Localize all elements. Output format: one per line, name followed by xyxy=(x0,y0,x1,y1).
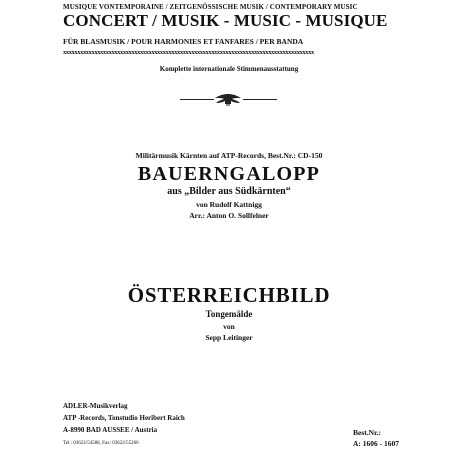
publisher-address: A-8990 BAD AUSSEE / Austria xyxy=(63,426,158,434)
emblem-right-rule xyxy=(243,99,277,100)
piece1-source: aus „Bilder aus Südkärnten“ xyxy=(167,186,291,197)
piece2-title: ÖSTERREICHBILD xyxy=(127,283,331,307)
header-top-line: MUSIQUE VONTEMPORAINE / ZEITGENÖSSISCHE MUSIK / CONTEMPORARY MUSIC xyxy=(63,3,358,11)
order-label: Best.Nr.: xyxy=(353,428,382,437)
header-subtitle: FÜR BLASMUSIK / POUR HARMONIES ET FANFARES / PER BANDA xyxy=(63,37,304,46)
piece2-von: von xyxy=(223,322,235,331)
winged-emblem-icon xyxy=(214,91,242,109)
x-separator-line: xxxxxxxxxxxxxxxxxxxxxxxxxxxxxxxxxxxxxxxxxxxxxxxxxxxxxxxxxxxxxxxxxxxxxxxxxxxxxxxxxxxxxxxx xyxy=(63,49,314,56)
piece1-arranger: Arr.: Anton O. Sollfelner xyxy=(189,211,269,220)
record-info: Militärmusik Kärnten auf ATP-Records, Best.Nr.: CD-150 xyxy=(135,151,323,160)
publisher-line2: ATP -Records, Tonstudio Heribert Raich xyxy=(63,414,185,422)
piece1-composer: von Rudolf Kattnigg xyxy=(196,200,262,209)
stimmen-note: Komplette internationale Stimmenausstattung xyxy=(159,65,299,73)
emblem-left-rule xyxy=(180,99,214,100)
piece2-composer: Sepp Leitinger xyxy=(205,333,253,342)
header-main-title: CONCERT / MUSIK - MUSIC - MUSIQUE xyxy=(63,11,388,30)
publisher-tel: Tel.: 03622/54588, Fax: 03622/55266 xyxy=(63,441,139,446)
piece1-title: BAUERNGALOPP xyxy=(137,163,321,185)
publisher-name: ADLER-Musikverlag xyxy=(63,402,128,410)
order-number: A: 1606 - 1607 xyxy=(353,439,400,448)
piece2-genre: Tongemälde xyxy=(205,309,253,319)
